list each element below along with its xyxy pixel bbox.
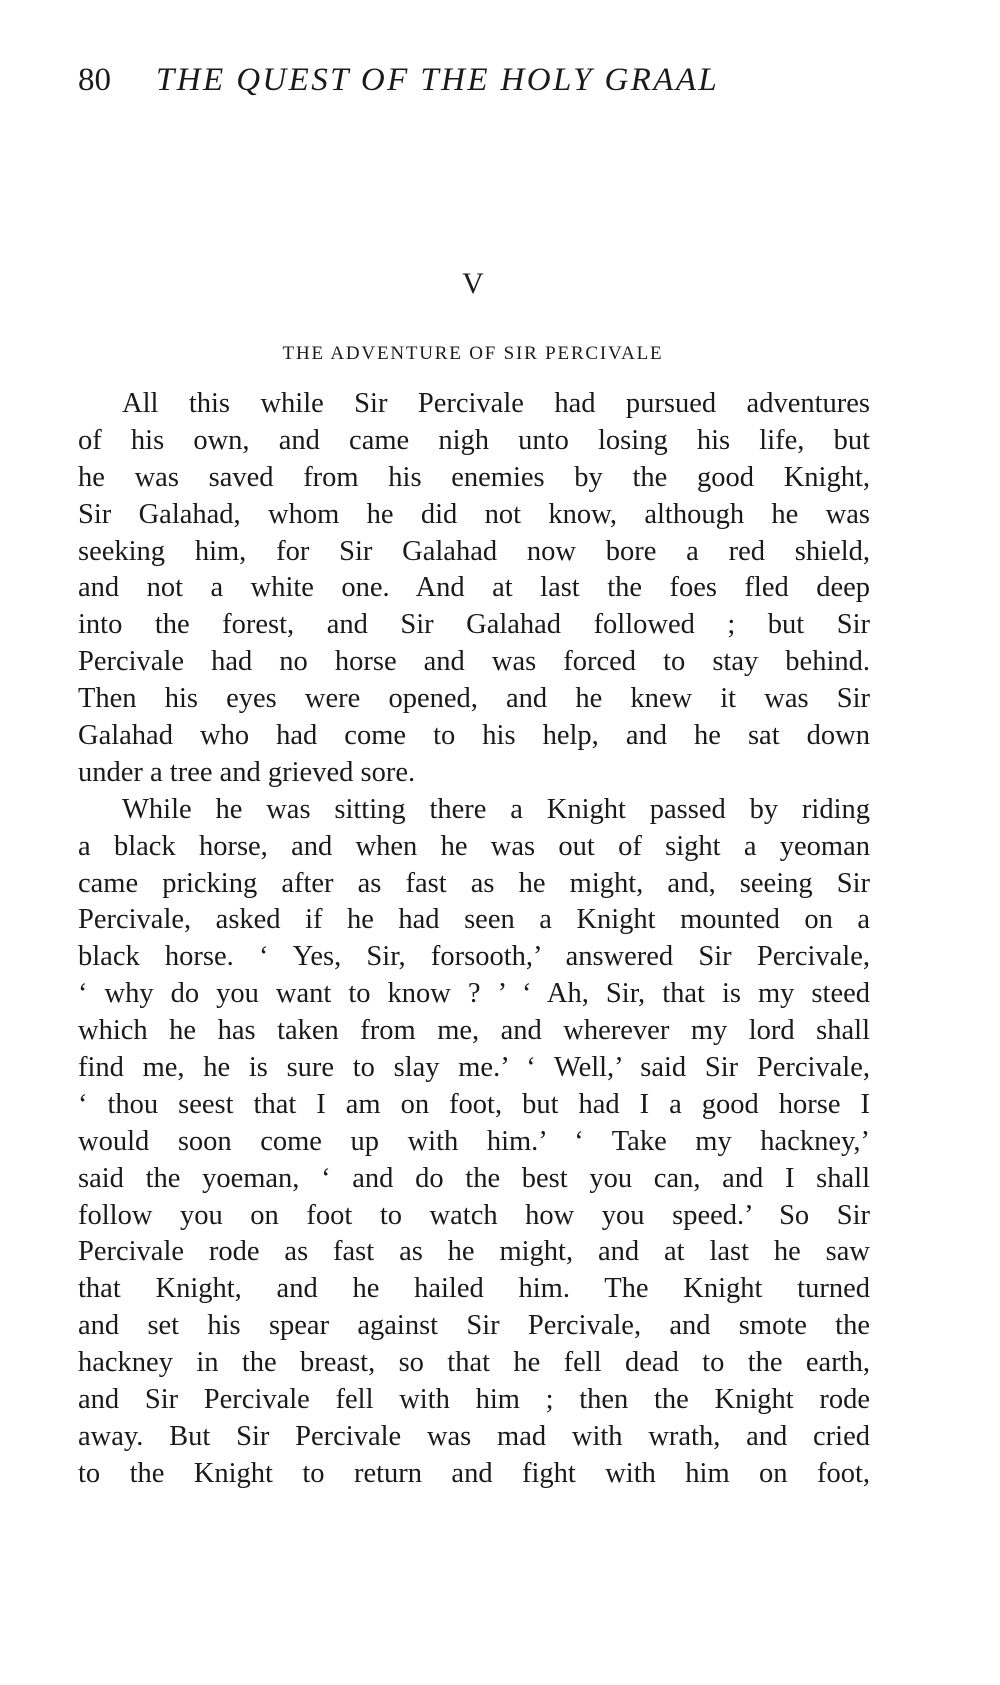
page-number: 80	[78, 62, 111, 98]
text-line: a black horse, and when he was out of sight a yeoman	[78, 830, 870, 862]
text-line: seeking him, for Sir Galahad now bore a red shield,	[78, 535, 870, 567]
text-line: Percivale rode as fast as he might, and at last he saw	[78, 1236, 870, 1268]
text-line: ‘ why do you want to know ? ’ ‘ Ah, Sir, that is my steed	[78, 978, 870, 1010]
text-line: black horse. ‘ Yes, Sir, forsooth,’ answered Sir Percivale,	[78, 941, 870, 973]
running-head	[78, 58, 878, 102]
text-line: find me, he is sure to slay me.’ ‘ Well,’ said Sir Percivale,	[78, 1052, 870, 1084]
text-line: came pricking after as fast as he might, and, seeing Sir	[78, 867, 870, 899]
book-title: THE QUEST OF THE HOLY GRAAL	[156, 62, 720, 98]
paragraph-1	[78, 386, 870, 792]
text-line: Sir Galahad, whom he did not know, although he was	[78, 498, 870, 530]
text-line: he was saved from his enemies by the good Knight,	[78, 461, 870, 493]
text-line: and Sir Percivale fell with him ; then the Knight rode	[78, 1384, 870, 1416]
text-line: would soon come up with him.’ ‘ Take my hackney,’	[78, 1125, 870, 1157]
text-line: ‘ thou seest that I am on foot, but had I a good horse I	[78, 1088, 870, 1120]
text-line: and set his spear against Sir Percivale, and smote the	[78, 1310, 870, 1342]
text-line: All this while Sir Percivale had pursued adventures	[122, 388, 870, 419]
text-line: hackney in the breast, so that he fell dead to the earth,	[78, 1347, 870, 1379]
text-line: under a tree and grieved sore.	[78, 756, 416, 788]
text-line: Galahad who had come to his help, and he sat down	[78, 720, 870, 752]
text-line: said the yoeman, ‘ and do the best you can, and I shall	[78, 1162, 870, 1194]
text-line: into the forest, and Sir Galahad followed ; but Sir	[78, 609, 870, 641]
text-line: that Knight, and he hailed him. The Knight turned	[78, 1273, 870, 1305]
text-line: While he was sitting there a Knight passed by riding	[122, 793, 870, 825]
text-line: of his own, and came nigh unto losing his life, but	[78, 424, 870, 456]
chapter-title: THE ADVENTURE OF SIR PERCIVALE	[282, 343, 664, 364]
text-line: Percivale, asked if he had seen a Knight mounted on a	[78, 904, 870, 936]
chapter-number: V	[462, 267, 484, 300]
text-line: follow you on foot to watch how you speed.’ So Sir	[78, 1199, 870, 1231]
body-text	[78, 386, 870, 1493]
text-line: to the Knight to return and fight with him on foot,	[78, 1457, 870, 1489]
text-line: and not a white one. And at last the foes fled deep	[78, 572, 870, 604]
text-line: Percivale had no horse and was forced to stay behind.	[78, 646, 870, 678]
paragraph-2	[78, 792, 870, 1493]
text-line: away. But Sir Percivale was mad with wrath, and cried	[78, 1420, 870, 1452]
text-line: Then his eyes were opened, and he knew it was Sir	[78, 683, 870, 715]
text-line: which he has taken from me, and wherever my lord shall	[78, 1015, 870, 1047]
